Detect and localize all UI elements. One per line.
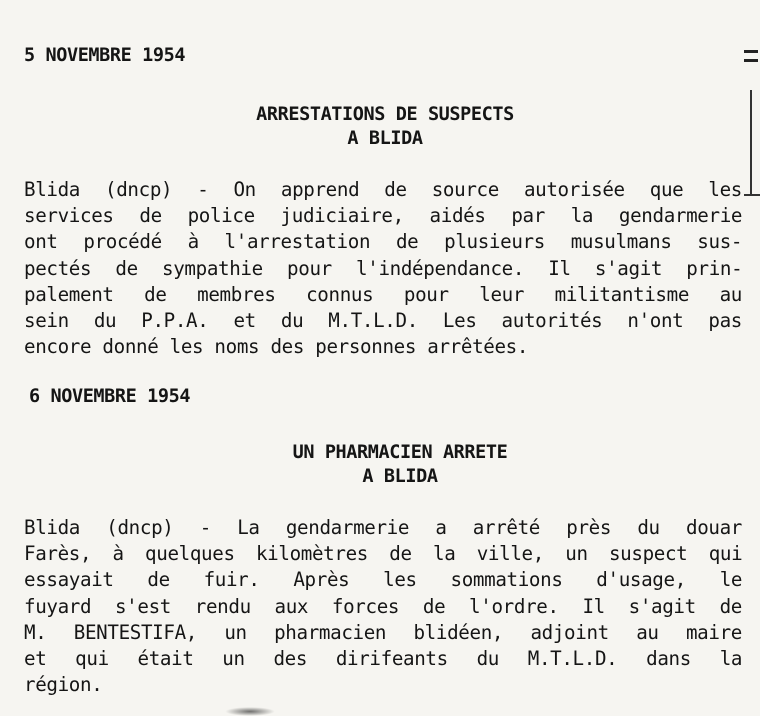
article-1-headline-line-1: ARRESTATIONS DE SUSPECTS: [256, 104, 514, 125]
article-1-headline-line-2: A BLIDA: [347, 128, 423, 149]
body-line: sein du P.P.A. et du M.T.L.D. Les autorités n'ont pas: [24, 309, 742, 333]
body-line: palement de membres connus pour leur militantisme au: [24, 282, 742, 306]
article-2-date: 6 NOVEMBRE 1954: [29, 386, 191, 407]
body-line: région.: [24, 673, 103, 697]
body-line: M. BENTESTIFA, un pharmacien blidéen, adjoint au maire: [24, 620, 742, 644]
body-line: services de police judiciaire, aidés par la gendarmerie: [24, 204, 743, 228]
body-line: et qui était un des dirifeants du M.T.L.D. dans la: [24, 647, 743, 671]
body-line: ont procédé à l'arrestation de plusieurs musulmans sus-: [24, 230, 743, 254]
article-2-body: [24, 515, 742, 698]
body-line: fuyard s'est rendu aux forces de l'ordre. Il s'agit de: [24, 594, 742, 618]
body-line: Farès, à quelques kilomètres de la ville, un suspect qui: [24, 542, 743, 566]
ink-smudge: [225, 707, 275, 716]
article-2-headline-line-1: UN PHARMACIEN ARRETE: [292, 442, 508, 463]
article-1-date: 5 NOVEMBRE 1954: [24, 45, 186, 66]
page-edge-mark: [744, 44, 758, 68]
body-line: Blida (dncp) - La gendarmerie a arrêté près du douar: [24, 516, 742, 539]
article-2-headline: [0, 441, 760, 489]
article-1-body: [24, 177, 742, 360]
page-edge-corner: [744, 194, 760, 196]
body-line: Blida (dncp) - On apprend de source autorisée que les: [24, 178, 742, 201]
article-2-headline-line-2: A BLIDA: [362, 466, 438, 487]
body-line: encore donné les noms des personnes arrêtées.: [24, 335, 529, 359]
article-1-headline: [0, 103, 760, 151]
body-line: essayait de fuir. Après les sommations d'usage, le: [24, 568, 743, 592]
body-line: pectés de sympathie pour l'indépendance. Il s'agit prin-: [24, 256, 743, 280]
